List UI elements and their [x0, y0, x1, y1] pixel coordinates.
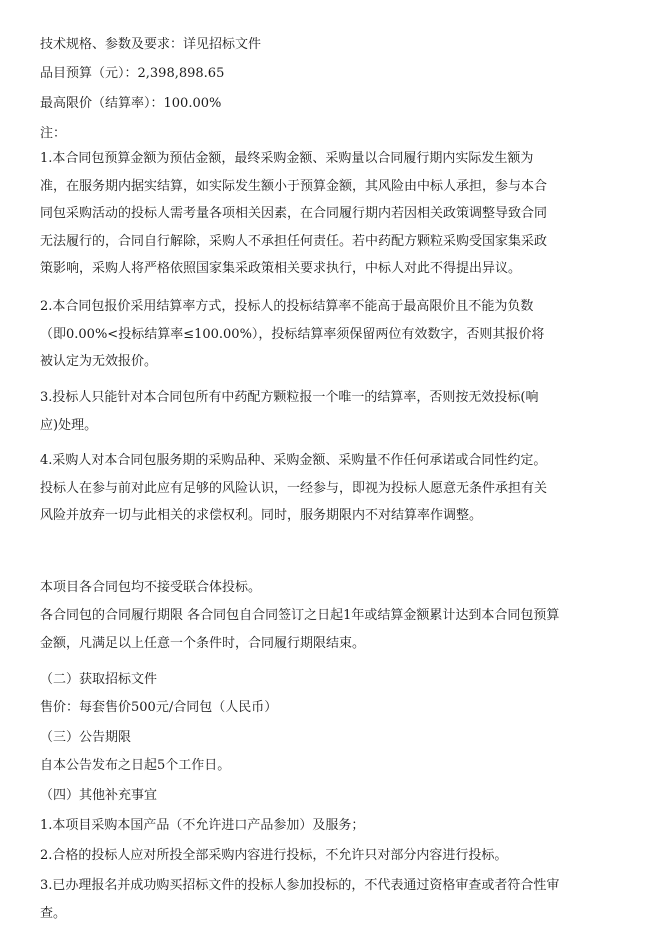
budget-line: 品目预算（元）：2,398,898.65 [40, 66, 225, 81]
section-4-title: （四）其他补充事宜 [40, 788, 158, 803]
max-price-line: 最高限价（结算率）：100.00% [40, 96, 222, 111]
note-3: 3.投标人只能针对本合同包所有中药配方颗粒报一个唯一的结算率，否则按无效投标(响应)处理。 [40, 390, 539, 433]
note-4: 4.采购人对本合同包服务期的采购品种、采购金额、采购量不作任何承诺或合同性约定。投标人在参与前对此应有足够的风险认识，一经参与，即视为投标人愿意无条件承担有关风险并放弃一切与此相关的求偿权利。同时，服务期限内不对结算率作调整。 [40, 453, 548, 523]
note-1: 1.本合同包预算金额为预估金额，最终采购金额、采购量以合同履行期内实际发生额为准，在服务期内据实结算，如实际发生额小于预算金额，其风险由中标人承担，参与本合同包采购活动的投标人需考量各项相关因素，在合同履行期内若因相关政策调整导致合同无法履行的，合同自行解除，采购人不承担任何责任。若中药配方颗粒采购受国家集采政策影响，采购人将严格依照国家集采政策相关要求执行，中标人对此不得提出异议。 [40, 151, 548, 276]
note-2: 2.本合同包报价采用结算率方式，投标人的投标结算率不能高于最高限价且不能为负数（即0.00%<投标结算率≤100.00%），投标结算率须保留两位有效数字，否则其报价将被认定为无效报价。 [40, 299, 545, 369]
notice-period-line: 自本公告发布之日起5个工作日。 [40, 758, 231, 773]
note-label: 注： [40, 126, 67, 141]
section-2-title: （二）获取招标文件 [40, 672, 158, 687]
period-para: 各合同包的合同履行期限 各合同包自合同签订之日起1年或结算金额累计达到本合同包预算金额，凡满足以上任意一个条件时，合同履行期限结束。 [40, 608, 560, 651]
joint-line: 本项目各合同包均不接受联合体投标。 [40, 580, 262, 595]
extra-item-3: 3.已办理报名并成功购买招标文件的投标人参加投标的，不代表通过资格审查或者符合性审查。 [40, 878, 560, 921]
section-3-title: （三）公告期限 [40, 730, 132, 745]
extra-item-1: 1.本项目采购本国产品（不允许进口产品参加）及服务； [40, 818, 365, 833]
extra-item-2: 2.合格的投标人应对所投全部采购内容进行投标，不允许只对部分内容进行投标。 [40, 848, 508, 863]
price-line: 售价：每套售价500元/合同包（人民币） [40, 700, 278, 715]
spec-line: 技术规格、参数及要求：详见招标文件 [40, 37, 262, 52]
